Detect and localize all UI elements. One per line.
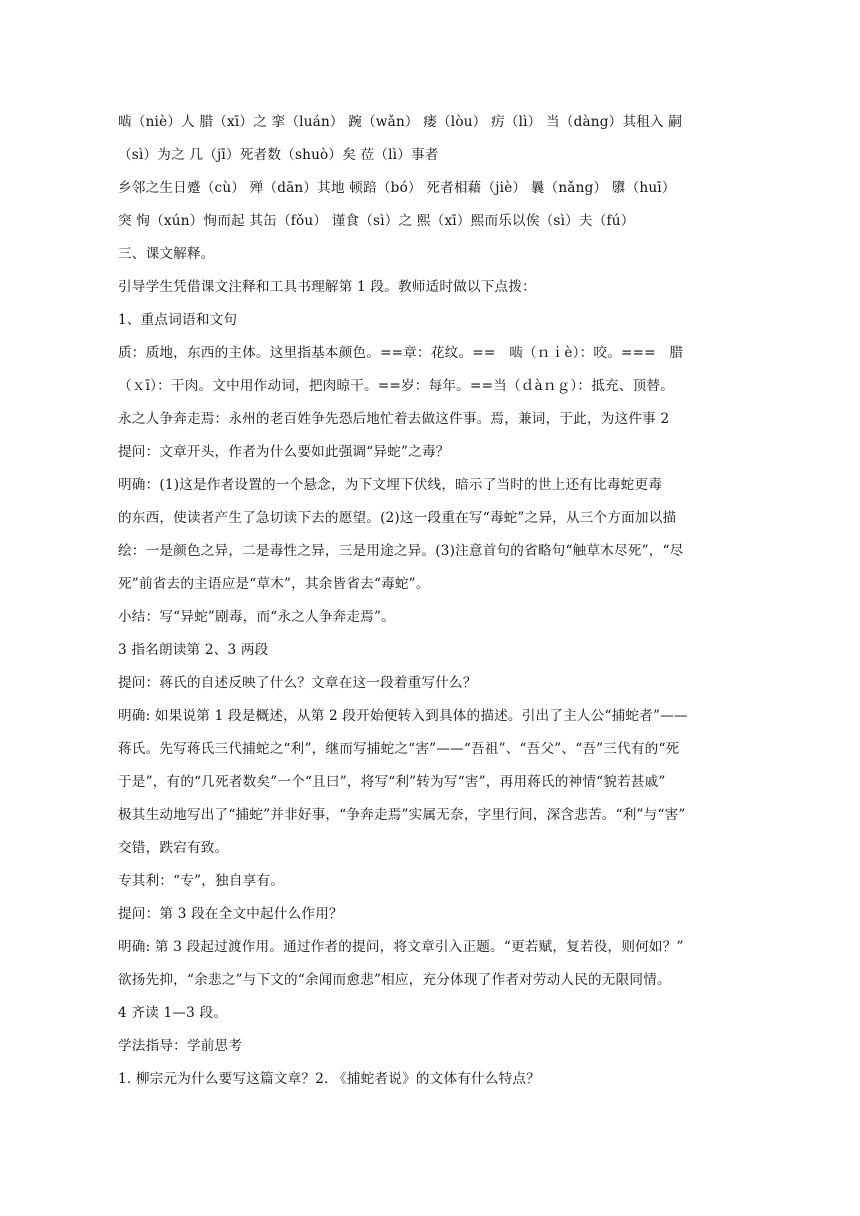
answer-paragraph <box>118 931 760 997</box>
text-line: 绘：一是颜色之异，二是毒性之异，三是用途之异。(3)注意首句的省略句“触草木尽死”，“尽 <box>118 543 684 559</box>
text-line: 乡邻之生日蹙（cù） 殚（dān）其地 顿踣（bó） 死者相藉（jiè） 曩（nǎng） 隳（huī） <box>118 180 676 196</box>
question-line: 1. 柳宗元为什么要写这篇文章？2. 《捕蛇者说》的文体有什么特点？ <box>118 1071 541 1087</box>
text-line: 极其生动地写出了“捕蛇”并非好事，“争奔走焉”实属无奈，字里行间，深含悲苦。“利”与“害” <box>118 807 686 823</box>
text-line: 欲扬先抑，“余悲之”与下文的“余闻而愈悲”相应，充分体现了作者对劳动人民的无限同情。 <box>118 972 671 988</box>
step-heading: 3 指名朗读第 2、3 两段 <box>118 642 269 658</box>
answer-paragraph <box>118 700 760 865</box>
vocabulary-notes <box>118 337 760 436</box>
text-line: 永之人争奔走焉：永州的老百姓争先恐后地忙着去做这件事。焉，兼词，于此，为这件事 2 <box>118 411 670 427</box>
text-line: 啮（niè）人 腊（xī）之 挛（luán） 踠（wǎn） 瘘（lòu） 疠（lì） 当（dàng）其租入 嗣 <box>118 114 683 130</box>
text-line: 质：质地，东西的主体。这里指基本颜色。==章：花纹。== 啮（ｎｉè）：咬。=== 腊 <box>118 345 684 361</box>
subsection-heading: 1、重点词语和文句 <box>118 312 238 328</box>
question-line: 提问：第 3 段在全文中起什么作用？ <box>118 906 343 922</box>
text-line: 明确: 如果说第 1 段是概述，从第 2 段开始便转入到具体的描述。引出了主人公“捕蛇者”—— <box>118 708 688 724</box>
question-line: 提问：文章开头，作者为什么要如此强调“异蛇”之毒？ <box>118 444 450 460</box>
section-heading: 三、课文解释。 <box>118 246 215 262</box>
text-line: 突 恂（xún）恂而起 其缶（fǒu） 谨食（sì）之 熙（xī）熙而乐以俟（sì）夫（fú） <box>118 213 635 229</box>
text-line: 死”前省去的主语应是“草木”，其余皆省去“毒蛇”。 <box>118 576 430 592</box>
text-line: 的东西，使读者产生了急切读下去的愿望。(2)这一段重在写“毒蛇”之异，从三个方面加以描 <box>118 510 677 526</box>
text-line: 明确: 第 3 段起过渡作用。通过作者的提问，将文章引入正题。“更若赋，复若役，则何如？” <box>118 939 684 955</box>
text-line: 引导学生凭借课文注释和工具书理解第 1 段。教师适时做以下点拨： <box>118 279 536 295</box>
text-line: 交错，跌宕有致。 <box>118 840 229 856</box>
text-line: 蒋氏。先写蒋氏三代捕蛇之“利”，继而写捕蛇之“害”——“吾祖”、“吾父”、“吾”三代有的“死 <box>118 741 680 757</box>
answer-paragraph <box>118 469 760 601</box>
text-line: 明确：(1)这是作者设置的一个悬念，为下文埋下伏线，暗示了当时的世上还有比毒蛇更毒 <box>118 477 663 493</box>
question-line: 提问：蒋氏的自述反映了什么？文章在这一段着重写什么？ <box>118 675 477 691</box>
text-line: （ｘī）：干肉。文中用作动词，把肉晾干。==岁：每年。==当（ｄàｎｇ）：抵充、顶替。 <box>118 378 674 394</box>
guidance-heading: 学法指导：学前思考 <box>118 1038 243 1054</box>
vocabulary-line: 专其利：“专”，独自享有。 <box>118 873 285 889</box>
pronunciation-notes <box>118 106 760 238</box>
step-heading: 4 齐读 1—3 段。 <box>118 1005 228 1021</box>
summary-line: 小结：写“异蛇”剧毒，而“永之人争奔走焉”。 <box>118 609 395 625</box>
text-line: 于是”，有的“几死者数矣”一个“且曰”，将写“利”转为写“害”，再用蒋氏的神情“貌若甚戚” <box>118 774 666 790</box>
text-line: （sì）为之 几（jī）死者数（shuò）矣 莅（lì）事者 <box>118 147 439 163</box>
